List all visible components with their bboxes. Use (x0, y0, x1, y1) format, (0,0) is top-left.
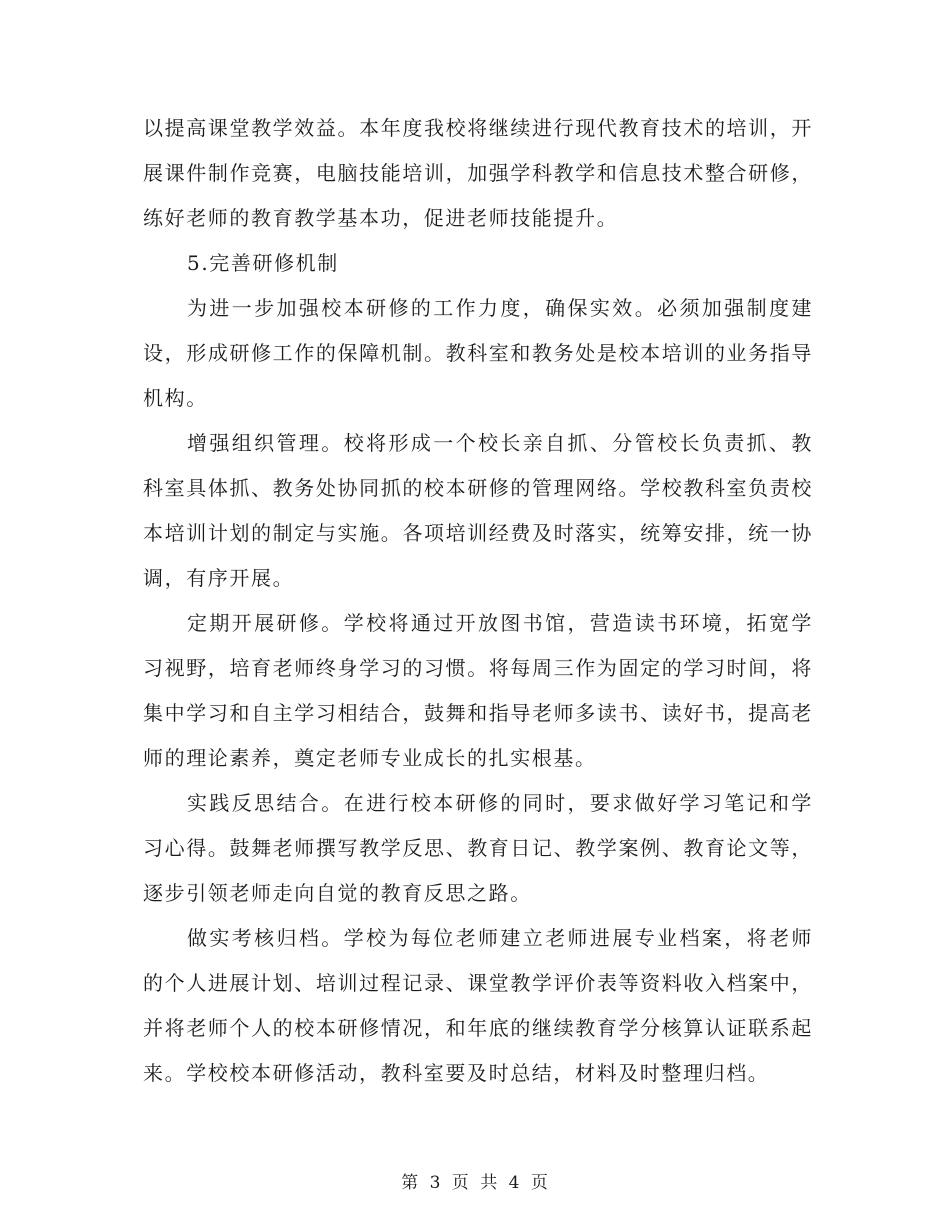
paragraph-5: 实践反思结合。在进行校本研修的同时，要求做好学习笔记和学习心得。鼓舞老师撰写教学反思、教育日记、教学案例、教育论文等，逐步引领老师走向自觉的教育反思之路。 (143, 791, 813, 905)
document-body (143, 106, 813, 1096)
page-number-footer: 第 3 页 共 4 页 (401, 1173, 549, 1193)
paragraph-6: 做实考核归档。学校为每位老师建立老师进展专业档案，将老师的个人进展计划、培训过程记录、课堂教学评价表等资料收入档案中，并将老师个人的校本研修情况，和年底的继续教育学分核算认证联系起来。学校校本研修活动，教科室要及时总结，材料及时整理归档。 (143, 926, 813, 1085)
section-heading: 5.完善研修机制 (187, 251, 339, 275)
paragraph-3: 增强组织管理。校将形成一个校长亲自抓、分管校长负责抓、教科室具体抓、教务处协同抓的校本研修的管理网络。学校教科室负责校本培训计划的制定与实施。各项培训经费及时落实，统筹安排，统一协调，有序开展。 (143, 431, 813, 590)
paragraph-2: 为进一步加强校本研修的工作力度，确保实效。必须加强制度建设，形成研修工作的保障机制。教科室和教务处是校本培训的业务指导机构。 (143, 296, 813, 410)
paragraph-1: 以提高课堂教学效益。本年度我校将继续进行现代教育技术的培训，开展课件制作竞赛，电脑技能培训，加强学科教学和信息技术整合研修，练好老师的教育教学基本功，促进老师技能提升。 (143, 116, 813, 230)
paragraph-4: 定期开展研修。学校将通过开放图书馆，营造读书环境，拓宽学习视野，培育老师终身学习的习惯。将每周三作为固定的学习时间，将集中学习和自主学习相结合，鼓舞和指导老师多读书、读好书，提高老师的理论素养，奠定老师专业成长的扎实根基。 (143, 611, 813, 770)
